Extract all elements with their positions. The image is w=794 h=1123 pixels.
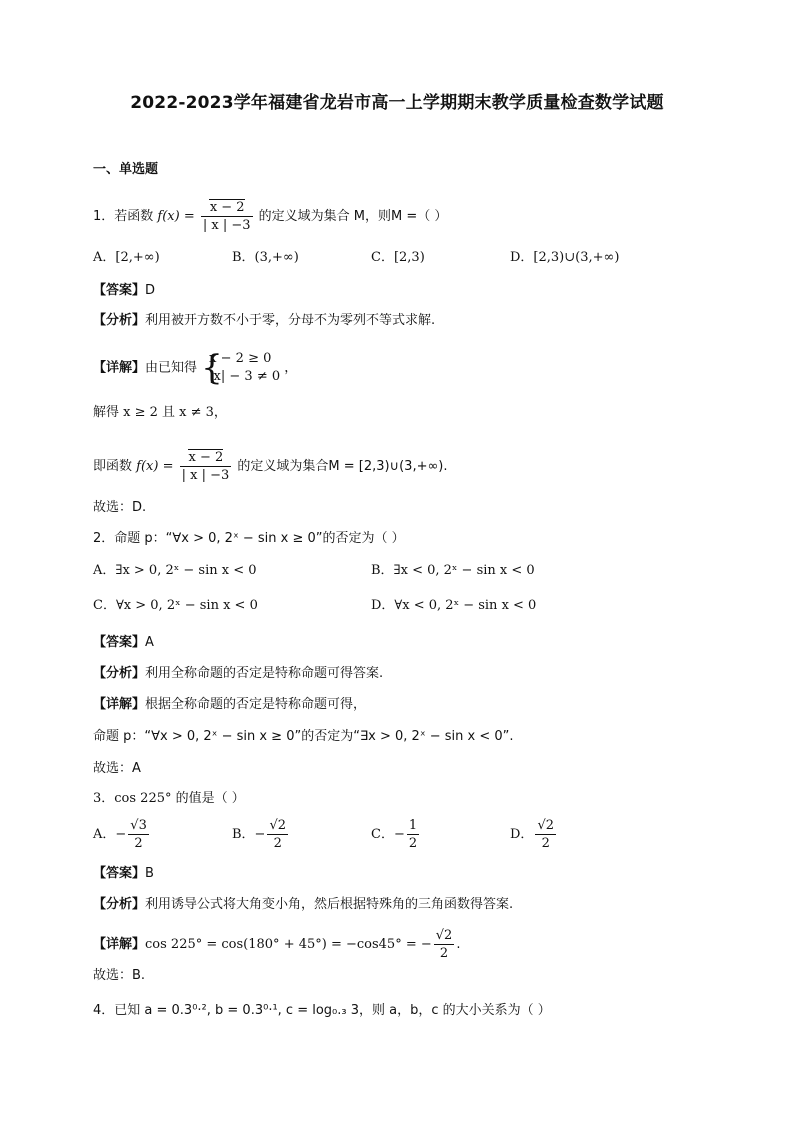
q1-detail-tag: 【详解】 — [93, 360, 146, 376]
question-1-stem — [93, 200, 447, 233]
q3-option-b-num: √2 — [269, 818, 287, 833]
q3-option-a-num: √3 — [130, 818, 147, 833]
q1-conclusion-function: f(x) = — [136, 459, 174, 474]
q1-conclusion-fraction — [180, 450, 232, 483]
q1-denominator: | x | −3 — [202, 218, 251, 233]
q1-conclusion — [93, 450, 448, 483]
q3-analysis-text: 利用诱导公式将大角变小角，然后根据特殊角的三角函数得答案. — [145, 897, 514, 912]
q3-detail-num: √2 — [435, 928, 453, 943]
q1-detail — [93, 350, 297, 386]
q3-option-c-den: 2 — [408, 836, 418, 851]
q1-prefix: 1．若函数 — [93, 209, 154, 224]
q1-option-a: A．[2,+∞) — [93, 250, 160, 265]
q3-option-b-den: 2 — [273, 836, 282, 851]
q2-negation-line: 命题 p：“∀x > 0, 2ˣ − sin x ≥ 0”的否定为“∃x > 0, 2ˣ − sin x < 0”. — [93, 729, 514, 744]
q3-option-b — [232, 818, 290, 851]
q1-system-row-1: x − 2 ≥ 0 — [209, 351, 272, 366]
q3-option-c-num: 1 — [408, 818, 418, 833]
q3-detail-end: . — [456, 937, 461, 952]
q1-solve: 解得 x ≥ 2 且 x ≠ 3， — [93, 405, 227, 420]
q1-detail-prefix: 由已知得 — [145, 360, 198, 376]
q3-option-d — [510, 818, 558, 851]
q1-analysis — [93, 311, 435, 331]
q2-answer-tag: 【答案】 — [93, 635, 146, 650]
q2-answer-value: A — [145, 635, 154, 650]
q3-answer — [93, 864, 154, 884]
q2-option-b: B．∃x < 0, 2ˣ − sin x < 0 — [371, 563, 535, 578]
q1-suffix: 的定义域为集合 M，则M =（ ） — [258, 209, 448, 224]
q2-option-c: C．∀x > 0, 2ˣ − sin x < 0 — [93, 598, 258, 613]
q3-answer-value: B — [145, 866, 154, 881]
q3-option-c — [371, 818, 421, 851]
q2-analysis-text: 利用全称命题的否定是特称命题可得答案. — [145, 666, 384, 681]
q1-conclusion-denominator: | x | −3 — [181, 468, 230, 483]
q1-analysis-text: 利用被开方数不小于零，分母不为零列不等式求解. — [145, 313, 436, 328]
q1-numerator: x − 2 — [209, 200, 245, 215]
q3-detail-expr: cos 225° = cos(180° + 45°) = −cos45° = − — [145, 937, 432, 952]
q1-option-d: D．[2,3)∪(3,+∞) — [510, 250, 620, 265]
q1-inequality-system: { x − 2 ≥ 0 |x| − 3 ≠ 0 — [201, 348, 281, 388]
q3-choose: 故选：B. — [93, 968, 146, 983]
q2-analysis — [93, 664, 383, 684]
q1-option-c: C．[2,3) — [371, 250, 425, 265]
q2-option-d: D．∀x < 0, 2ˣ − sin x < 0 — [371, 598, 537, 613]
q3-detail-tag: 【详解】 — [93, 937, 146, 952]
q3-option-d-den: 2 — [541, 836, 550, 851]
q3-option-a-label: A．− — [93, 827, 127, 842]
q3-option-a — [93, 818, 151, 851]
q1-conclusion-prefix: 即函数 — [93, 459, 133, 474]
q3-answer-tag: 【答案】 — [93, 866, 146, 881]
q1-system-suffix: ， — [284, 360, 298, 376]
q1-option-b: B．(3,+∞) — [232, 250, 299, 265]
q3-analysis — [93, 895, 513, 915]
question-3-stem: 3．cos 225° 的值是（ ） — [93, 791, 245, 806]
q2-answer — [93, 633, 154, 653]
q1-answer-tag: 【答案】 — [93, 283, 146, 298]
q2-analysis-tag: 【分析】 — [93, 666, 146, 681]
q1-function: f(x) = — [157, 209, 195, 224]
q3-option-d-label: D． — [510, 827, 534, 842]
q3-option-a-den: 2 — [134, 836, 143, 851]
q1-answer-value: D — [145, 283, 156, 298]
q3-detail — [93, 928, 460, 961]
q2-choose: 故选：A — [93, 761, 141, 776]
q3-option-c-label: C．− — [371, 827, 405, 842]
section-heading: 一、单选题 — [93, 162, 159, 177]
q2-option-a: A．∃x > 0, 2ˣ − sin x < 0 — [93, 563, 257, 578]
q2-detail-text: 根据全称命题的否定是特称命题可得， — [145, 697, 367, 712]
q2-detail — [93, 695, 366, 715]
q3-option-d-num: √2 — [537, 818, 554, 833]
question-2-stem: 2．命题 p：“∀x > 0, 2ˣ − sin x ≥ 0”的否定为（ ） — [93, 531, 405, 546]
q3-detail-den: 2 — [439, 946, 449, 961]
q1-conclusion-suffix: 的定义域为集合M = [2,3)∪(3,+∞). — [237, 459, 448, 474]
q1-choose: 故选：D. — [93, 500, 147, 515]
page-title: 2022-2023学年福建省龙岩市高一上学期期末教学质量检查数学试题 — [130, 93, 664, 113]
question-4-stem: 4．已知 a = 0.3⁰·², b = 0.3⁰·¹, c = log₀.₃ 3，则 a，b，c 的大小关系为（ ） — [93, 1003, 551, 1018]
q1-answer — [93, 281, 155, 301]
q1-conclusion-numerator: x − 2 — [188, 450, 224, 465]
q2-detail-tag: 【详解】 — [93, 697, 146, 712]
q3-analysis-tag: 【分析】 — [93, 897, 146, 912]
q3-option-b-label: B．− — [232, 827, 266, 842]
q1-fraction — [201, 200, 253, 233]
q1-system-row-2: |x| − 3 ≠ 0 — [209, 369, 281, 384]
q1-analysis-tag: 【分析】 — [93, 313, 146, 328]
